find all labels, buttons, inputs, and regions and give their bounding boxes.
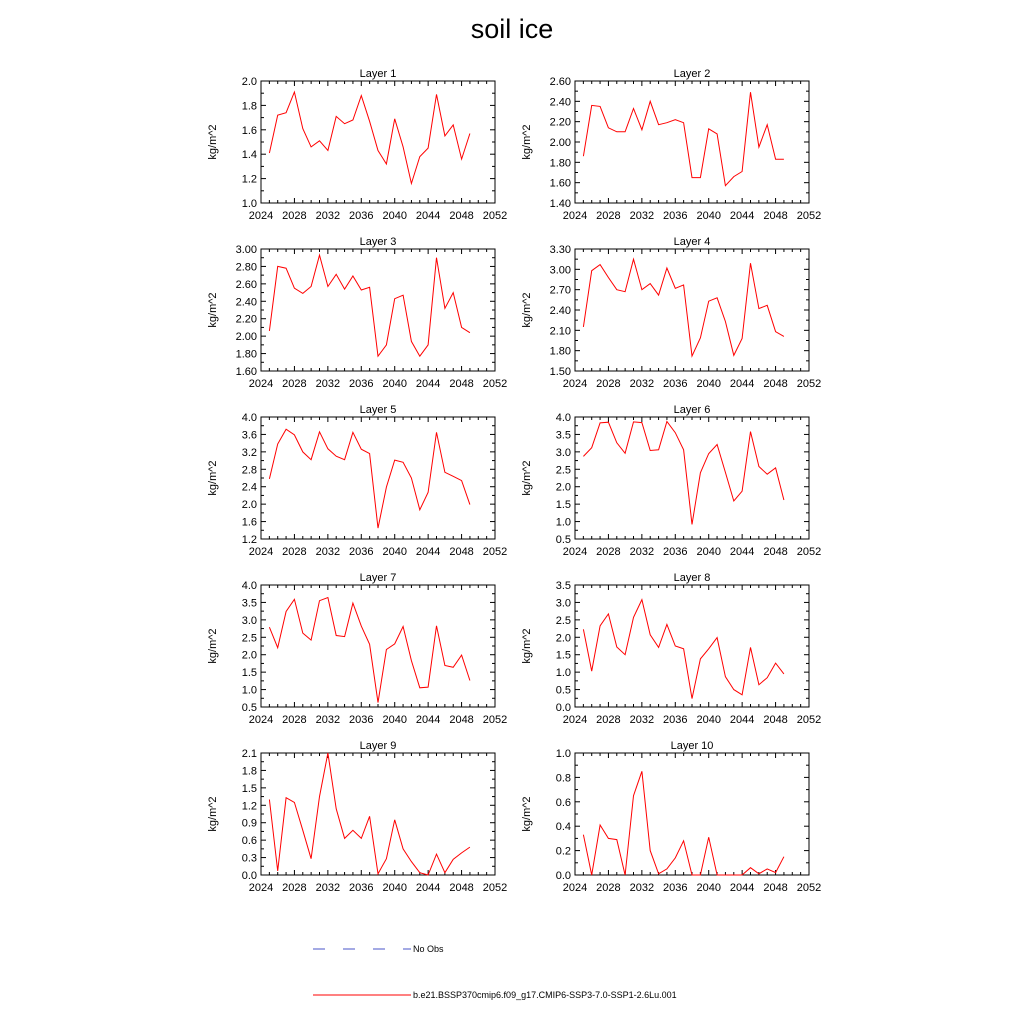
panel-1-xtick-label: 2028 <box>282 210 307 222</box>
panel-9-ytick-label: 0.3 <box>241 852 257 865</box>
panel-3-xtick-label: 2040 <box>382 378 407 390</box>
panel-5-ytick-label: 4.0 <box>241 412 257 424</box>
panel-4-series-line <box>583 259 784 356</box>
panel-6-ytick-label: 0.5 <box>555 534 571 546</box>
panel-7-xtick-label: 2024 <box>248 714 274 726</box>
panel-10-ytick-label: 0.2 <box>555 845 571 858</box>
panel-6-ytick-label: 3.0 <box>555 446 571 459</box>
panel-6-xtick-label: 2040 <box>696 546 721 558</box>
panel-10-frame <box>575 753 809 875</box>
panel-4-ylabel: kg/m^2 <box>521 292 533 328</box>
panel-7-ytick-label: 3.5 <box>241 597 257 610</box>
panel-2-xtick-label: 2024 <box>562 210 588 222</box>
panel-10-xtick-label: 2024 <box>562 882 588 894</box>
panel-8-xtick-label: 2028 <box>596 714 621 726</box>
panel-6-ytick-label: 3.5 <box>555 429 571 442</box>
panel-10-ylabel: kg/m^2 <box>521 796 533 832</box>
panel-6-ytick-label: 1.5 <box>555 499 571 512</box>
panel-3-xtick-label: 2028 <box>282 378 307 390</box>
panel-5-ylabel: kg/m^2 <box>207 460 219 496</box>
panel-4-ytick-label: 2.10 <box>549 325 571 338</box>
panel-6-xtick-label: 2036 <box>663 546 688 558</box>
panel-7-xtick-label: 2040 <box>382 714 407 726</box>
panel-9-ytick-label: 0.9 <box>241 817 257 830</box>
panel-8-xtick-label: 2052 <box>796 714 822 726</box>
figure-title: soil ice <box>470 14 554 44</box>
panel-10-xtick-label: 2044 <box>729 882 755 894</box>
panel-5-frame <box>261 417 495 539</box>
panel-3-ytick-label: 2.60 <box>235 278 257 291</box>
panel-5-xtick-label: 2036 <box>349 546 374 558</box>
panel-7-frame <box>261 585 495 707</box>
panel-5-xtick-label: 2048 <box>449 546 474 558</box>
panel-4-ytick-label: 1.80 <box>549 345 571 358</box>
panel-7-ytick-label: 1.5 <box>241 667 257 680</box>
panel-10-title: Layer 10 <box>670 740 714 752</box>
panel-9-xtick-label: 2024 <box>248 882 274 894</box>
panel-1-xtick-label: 2040 <box>382 210 407 222</box>
panel-4-xtick-label: 2040 <box>696 378 721 390</box>
panel-1-title: Layer 1 <box>359 68 397 80</box>
panel-3-xtick-label: 2044 <box>415 378 441 390</box>
panel-6-xtick-label: 2048 <box>763 546 788 558</box>
panel-7-xtick-label: 2052 <box>482 714 508 726</box>
panel-6-series-line <box>583 422 784 525</box>
panel-8-ytick-label: 3.0 <box>555 597 571 610</box>
panel-3-title: Layer 3 <box>359 236 397 248</box>
panel-1-ytick-label: 1.0 <box>241 198 257 210</box>
panel-3-xtick-label: 2048 <box>449 378 474 390</box>
panel-1-xtick-label: 2036 <box>349 210 374 222</box>
panel-10-series-line <box>583 771 784 875</box>
panel-4-title: Layer 4 <box>673 236 711 248</box>
panel-8-ytick-label: 2.5 <box>555 614 571 627</box>
panel-7-ylabel: kg/m^2 <box>207 628 219 664</box>
panel-5-ytick-label: 1.2 <box>241 534 257 546</box>
panel-10-xtick-label: 2052 <box>796 882 822 894</box>
panel-2-ytick-label: 1.40 <box>549 198 571 210</box>
panel-4-ytick-label: 2.70 <box>549 284 571 297</box>
panel-6-xtick-label: 2024 <box>562 546 588 558</box>
panel-8-xtick-label: 2044 <box>729 714 755 726</box>
panel-5-xtick-label: 2052 <box>482 546 508 558</box>
panel-10-ytick-label: 1.0 <box>555 748 571 760</box>
panel-1-series-line <box>269 92 470 184</box>
panel-4-ytick-label: 3.00 <box>549 264 571 277</box>
panel-6-ylabel: kg/m^2 <box>521 460 533 496</box>
panel-7-ytick-label: 1.0 <box>241 684 257 697</box>
panel-3-ytick-label: 3.00 <box>235 244 257 256</box>
panel-8-ytick-label: 2.0 <box>555 632 571 645</box>
panel-2-ytick-label: 2.40 <box>549 96 571 109</box>
panel-4-xtick-label: 2052 <box>796 378 822 390</box>
panel-1-xtick-label: 2048 <box>449 210 474 222</box>
panel-5-title: Layer 5 <box>359 404 397 416</box>
panel-6-xtick-label: 2032 <box>629 546 655 558</box>
panel-3-ytick-label: 2.20 <box>235 313 257 326</box>
panel-7-xtick-label: 2044 <box>415 714 441 726</box>
panel-10-xtick-label: 2032 <box>629 882 655 894</box>
panel-2-xtick-label: 2028 <box>596 210 621 222</box>
panel-5-xtick-label: 2024 <box>248 546 274 558</box>
panel-3-xtick-label: 2024 <box>248 378 274 390</box>
panel-2-xtick-label: 2036 <box>663 210 688 222</box>
panel-5-xtick-label: 2028 <box>282 546 307 558</box>
panel-5-ytick-label: 2.4 <box>241 481 257 494</box>
panel-10-ytick-label: 0.8 <box>555 772 571 785</box>
panel-6-xtick-label: 2028 <box>596 546 621 558</box>
panel-9-ytick-label: 0.6 <box>241 835 257 848</box>
panel-4-xtick-label: 2032 <box>629 378 655 390</box>
panel-4-xtick-label: 2044 <box>729 378 755 390</box>
panel-5-ytick-label: 3.2 <box>241 446 257 459</box>
panel-4-xtick-label: 2028 <box>596 378 621 390</box>
panel-6-ytick-label: 4.0 <box>555 412 571 424</box>
panel-2-ytick-label: 2.60 <box>549 76 571 88</box>
panel-7-xtick-label: 2048 <box>449 714 474 726</box>
panel-3-series-line <box>269 255 470 356</box>
panel-2-ytick-label: 1.60 <box>549 177 571 190</box>
panel-9-xtick-label: 2036 <box>349 882 374 894</box>
panel-9-frame <box>261 753 495 875</box>
panel-4-ytick-label: 1.50 <box>549 366 571 378</box>
panel-10-xtick-label: 2028 <box>596 882 621 894</box>
panel-4-xtick-label: 2048 <box>763 378 788 390</box>
panel-2-xtick-label: 2048 <box>763 210 788 222</box>
panel-10-xtick-label: 2040 <box>696 882 721 894</box>
panel-7-ytick-label: 3.0 <box>241 614 257 627</box>
legend-label-2: b.e21.BSSP370cmip6.f09_g17.CMIP6-SSP3-7.0-SSP1-2.6Lu.001 <box>413 990 677 1000</box>
panel-1-ylabel: kg/m^2 <box>207 124 219 160</box>
panel-5-ytick-label: 2.8 <box>241 464 257 477</box>
panel-2-frame <box>575 81 809 203</box>
panel-8-xtick-label: 2048 <box>763 714 788 726</box>
panel-2-ytick-label: 2.20 <box>549 116 571 129</box>
panel-9-ytick-label: 1.2 <box>241 800 257 813</box>
panel-1-xtick-label: 2032 <box>315 210 341 222</box>
panel-8-xtick-label: 2024 <box>562 714 588 726</box>
panel-3-xtick-label: 2052 <box>482 378 508 390</box>
panel-2-xtick-label: 2044 <box>729 210 755 222</box>
panel-9-xtick-label: 2044 <box>415 882 441 894</box>
panel-2-ytick-label: 1.80 <box>549 157 571 170</box>
panel-5-ytick-label: 2.0 <box>241 499 257 512</box>
panel-8-ytick-label: 0.5 <box>555 684 571 697</box>
panel-1-xtick-label: 2044 <box>415 210 441 222</box>
panel-1-ytick-label: 1.2 <box>241 173 257 186</box>
panel-7-ytick-label: 2.0 <box>241 649 257 662</box>
panel-2-xtick-label: 2052 <box>796 210 822 222</box>
panel-2-title: Layer 2 <box>673 68 711 80</box>
panel-9-series-line <box>269 753 470 875</box>
panel-7-ytick-label: 2.5 <box>241 632 257 645</box>
panel-3-ylabel: kg/m^2 <box>207 292 219 328</box>
panel-5-series-line <box>269 429 470 528</box>
panel-1-xtick-label: 2024 <box>248 210 274 222</box>
panel-2-ytick-label: 2.00 <box>549 137 571 149</box>
panel-8-xtick-label: 2040 <box>696 714 721 726</box>
panel-7-ytick-label: 0.5 <box>241 702 257 714</box>
panel-6-xtick-label: 2052 <box>796 546 822 558</box>
panel-1-ytick-label: 1.8 <box>241 100 257 113</box>
panel-9-ylabel: kg/m^2 <box>207 796 219 832</box>
panel-8-xtick-label: 2032 <box>629 714 655 726</box>
panel-8-ytick-label: 0.0 <box>555 702 571 714</box>
panel-4-xtick-label: 2024 <box>562 378 588 390</box>
panel-1-ytick-label: 1.4 <box>241 149 257 162</box>
panel-5-ytick-label: 1.6 <box>241 516 257 529</box>
panel-4-xtick-label: 2036 <box>663 378 688 390</box>
panel-4-ytick-label: 3.30 <box>549 244 571 256</box>
panel-10-xtick-label: 2048 <box>763 882 788 894</box>
panel-8-series-line <box>583 600 784 699</box>
panel-2-ylabel: kg/m^2 <box>521 124 533 160</box>
panel-1-xtick-label: 2052 <box>482 210 508 222</box>
panel-5-xtick-label: 2032 <box>315 546 341 558</box>
panel-7-title: Layer 7 <box>359 572 397 584</box>
panel-9-ytick-label: 1.5 <box>241 782 257 795</box>
panel-8-ytick-label: 1.5 <box>555 649 571 662</box>
panel-3-ytick-label: 1.60 <box>235 366 257 378</box>
panel-3-ytick-label: 2.40 <box>235 296 257 309</box>
panel-7-xtick-label: 2036 <box>349 714 374 726</box>
panel-9-xtick-label: 2052 <box>482 882 508 894</box>
panel-8-ytick-label: 1.0 <box>555 667 571 680</box>
panel-8-ytick-label: 3.5 <box>555 580 571 592</box>
panel-1-ytick-label: 2.0 <box>241 76 257 88</box>
panel-2-series-line <box>583 92 784 186</box>
panel-9-title: Layer 9 <box>359 740 397 752</box>
panel-7-series-line <box>269 598 470 703</box>
panel-1-ytick-label: 1.6 <box>241 124 257 137</box>
panel-6-title: Layer 6 <box>673 404 711 416</box>
panel-3-xtick-label: 2036 <box>349 378 374 390</box>
panel-10-ytick-label: 0.6 <box>555 796 571 809</box>
panel-9-ytick-label: 1.8 <box>241 765 257 778</box>
panel-8-frame <box>575 585 809 707</box>
panel-10-xtick-label: 2036 <box>663 882 688 894</box>
panel-8-title: Layer 8 <box>673 572 711 584</box>
panel-7-ytick-label: 4.0 <box>241 580 257 592</box>
panel-5-ytick-label: 3.6 <box>241 429 257 442</box>
panel-6-ytick-label: 2.0 <box>555 481 571 494</box>
panel-3-ytick-label: 2.80 <box>235 261 257 274</box>
panel-3-ytick-label: 1.80 <box>235 348 257 361</box>
panel-7-xtick-label: 2032 <box>315 714 341 726</box>
panel-6-xtick-label: 2044 <box>729 546 755 558</box>
panel-7-xtick-label: 2028 <box>282 714 307 726</box>
panel-8-ylabel: kg/m^2 <box>521 628 533 664</box>
panel-6-ytick-label: 2.5 <box>555 464 571 477</box>
legend-label-1: No Obs <box>413 944 444 954</box>
panel-9-xtick-label: 2028 <box>282 882 307 894</box>
panel-6-ytick-label: 1.0 <box>555 516 571 529</box>
panel-9-xtick-label: 2040 <box>382 882 407 894</box>
panel-3-xtick-label: 2032 <box>315 378 341 390</box>
panel-5-xtick-label: 2044 <box>415 546 441 558</box>
panel-9-ytick-label: 2.1 <box>241 748 257 760</box>
panel-2-xtick-label: 2032 <box>629 210 655 222</box>
panel-3-ytick-label: 2.00 <box>235 331 257 344</box>
panel-9-ytick-label: 0.0 <box>241 870 257 882</box>
panel-9-xtick-label: 2048 <box>449 882 474 894</box>
panel-10-ytick-label: 0.0 <box>555 870 571 882</box>
panel-10-ytick-label: 0.4 <box>555 821 571 834</box>
panel-8-xtick-label: 2036 <box>663 714 688 726</box>
panel-2-xtick-label: 2040 <box>696 210 721 222</box>
panel-9-xtick-label: 2032 <box>315 882 341 894</box>
panel-4-ytick-label: 2.40 <box>549 305 571 317</box>
panel-5-xtick-label: 2040 <box>382 546 407 558</box>
